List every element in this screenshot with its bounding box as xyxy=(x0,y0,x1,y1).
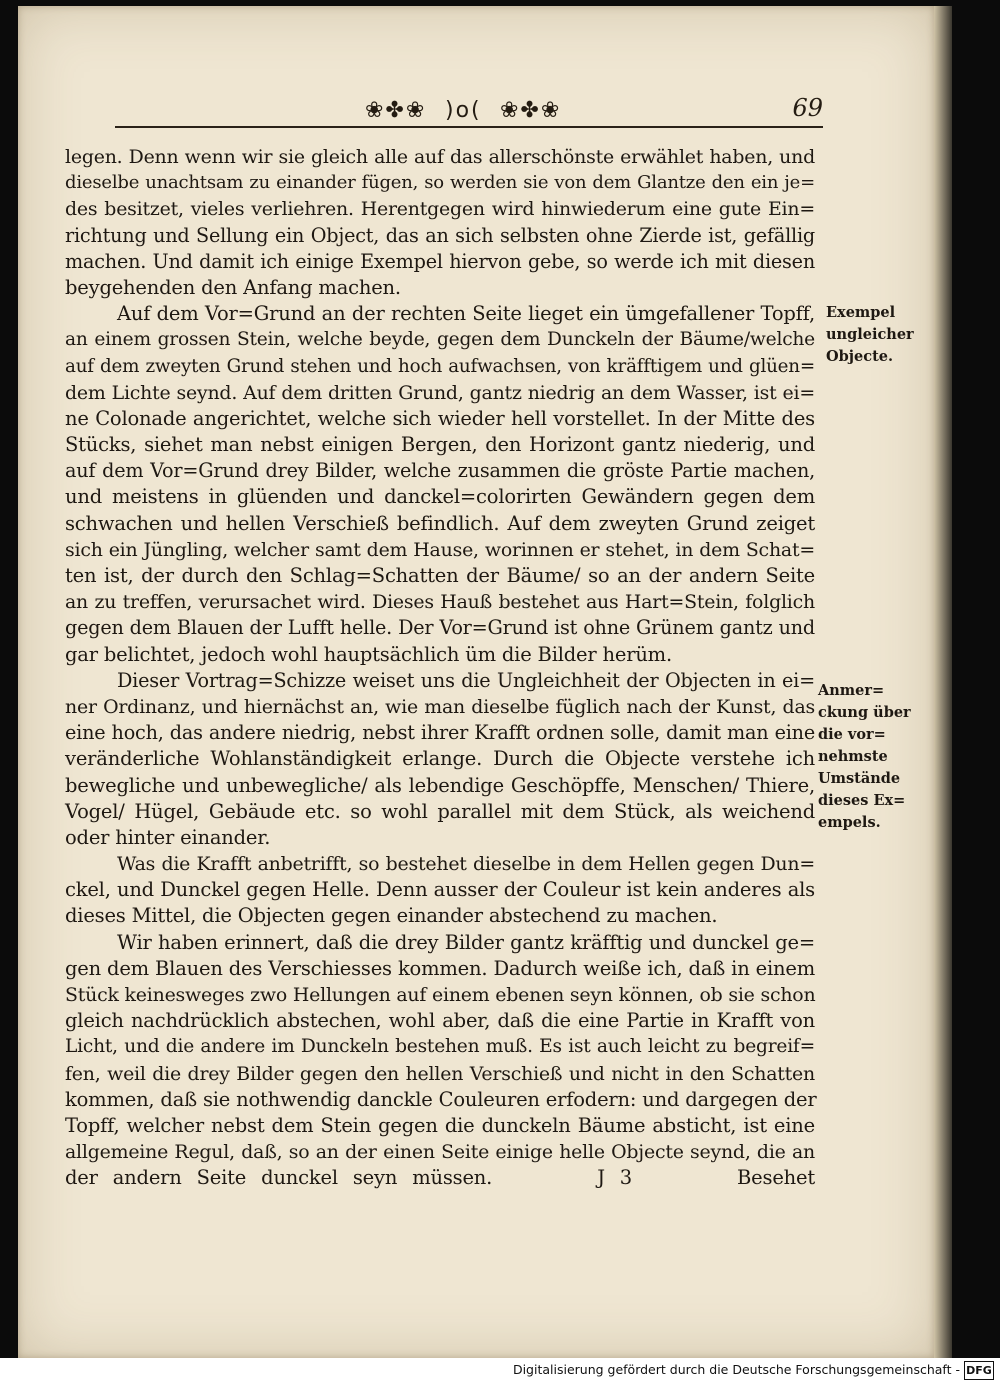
dfg-logo-icon: DFG xyxy=(964,1361,994,1380)
text-line: Dieser Vortrag=Schizze weiset uns die Ungleichheit der Objecten in ei= xyxy=(117,668,815,692)
text-line: allgemeine Regul, daß, so an der einen Seite einige helle Objecte seynd, die an xyxy=(65,1141,815,1164)
text-line: eine hoch, das andere niedrig, nebst ihrer Krafft ordnen solle, damit man eine xyxy=(65,721,815,745)
text-line-catchword: der andern Seite dunckel seyn müssen. J 3 Besehet xyxy=(65,1166,815,1190)
text-line: Stück keinesweges zwo Hellungen auf einem ebenen seyn können, ob sie schon xyxy=(65,984,816,1006)
running-header xyxy=(115,94,823,128)
text-line: an einem grossen Stein, welche beyde, gegen dem Dunckeln der Bäume/welche xyxy=(65,329,815,351)
page-number: 69 xyxy=(792,94,823,122)
ornament-center-icon: )o( xyxy=(445,98,482,123)
margin-note-line: ungleicher xyxy=(826,326,914,343)
text-line: oder hinter einander. xyxy=(65,825,271,849)
text-line: veränderliche Wohlanständigkeit erlange. Durch die Objecte verstehe ich xyxy=(65,747,815,771)
text-line: dieses Mittel, die Objecten gegen einander abstechend zu machen. xyxy=(65,904,718,928)
text-line: dem Lichte seynd. Auf dem dritten Grund, gantz niedrig an dem Wasser, ist ei= xyxy=(65,381,815,404)
footer-bar xyxy=(0,1358,1000,1383)
margin-note-line: Exempel xyxy=(826,304,896,321)
text-line: richtung und Sellung ein Object, das an sich selbsten ohne Zierde ist, gefällig xyxy=(65,223,815,247)
text-line: gleich nachdrücklich abstechen, wohl aber, daß die eine Partie in Krafft von xyxy=(65,1009,815,1033)
margin-note-line: Objecte. xyxy=(826,348,894,365)
text-line: schwachen und hellen Verschieß befindlich. Auf dem zweyten Grund zeiget xyxy=(65,511,815,535)
text-line: ten ist, der durch den Schlag=Schatten der Bäume/ so an der andern Seite xyxy=(65,564,815,587)
text-line: Vogel/ Hügel, Gebäude etc. so wohl parallel mit dem Stück, als weichend xyxy=(65,799,815,823)
text-line: und meistens in glüenden und danckel=colorirten Gewändern gegen dem xyxy=(65,485,815,509)
margin-note-remark xyxy=(818,680,911,834)
text-line: gegen dem Blauen der Lufft helle. Der Vor=Grund ist ohne Grünem gantz und xyxy=(65,616,815,640)
text-line: gen dem Blauen des Verschiesses kommen. Dadurch weiße ich, daß in einem xyxy=(65,956,815,980)
text-line: ner Ordinanz, und hiernächst an, wie man dieselbe füglich nach der Kunst, das xyxy=(65,695,815,718)
margin-note-line: nehmste xyxy=(818,748,888,765)
text-line: gar belichtet, jedoch wohl hauptsächlich üm die Bilder herüm. xyxy=(65,642,672,666)
text-line: Auf dem Vor=Grund an der rechten Seite lieget ein ümgefallener Topff, xyxy=(117,302,815,326)
text-line: fen, weil die drey Bilder gegen den hellen Verschieß und nicht in den Schatten xyxy=(65,1062,815,1085)
text-line: sich ein Jüngling, welcher samt dem Hause, worinnen er stehet, in dem Schat= xyxy=(65,538,815,561)
page-edge xyxy=(934,6,952,1358)
text-line: dieselbe unachtsam zu einander fügen, so werden sie von dem Glantze den ein je= xyxy=(65,172,815,194)
text-line: ne Colonade angerichtet, welche sich wieder hell vorstellet. In der Mitte des xyxy=(65,406,815,430)
margin-note-line: ckung über xyxy=(818,704,911,721)
text-line: bewegliche und unbewegliche/ als lebendige Geschöpffe, Menschen/ Thiere, xyxy=(65,773,815,797)
margin-note-line: Umstände xyxy=(818,770,901,787)
text-line: Stücks, siehet man nebst einigen Bergen, den Horizont gantz niederig, und xyxy=(65,433,815,457)
text-line: des besitzet, vieles verliehren. Herentgegen wird hinwiederum eine gute Ein= xyxy=(65,198,815,221)
text-line: kommen, daß sie nothwendig danckle Couleuren erfodern: und dargegen der xyxy=(65,1087,817,1111)
text-line: auf dem zweyten Grund stehen und hoch aufwachsen, von kräfftigem und glüen= xyxy=(65,355,815,377)
text-line: Topff, welcher nebst dem Stein gegen die dunckeln Bäume absticht, ist eine xyxy=(65,1113,815,1137)
margin-note-line: Anmer= xyxy=(818,682,885,699)
text-line: machen. Und damit ich einige Exempel hiervon gebe, so werde ich mit diesen xyxy=(65,249,815,273)
margin-note-line: empels. xyxy=(818,814,881,831)
ornament-left-icon: ❀✤❀ xyxy=(365,98,427,123)
funding-credit: Digitalisierung gefördert durch die Deutsche Forschungsgemeinschaft - xyxy=(512,1362,960,1377)
text-line: Licht, und die andere im Dunckeln bestehen muß. Es ist auch leicht zu begreif= xyxy=(65,1036,815,1058)
text-line: Was die Krafft anbetrifft, so bestehet dieselbe in dem Hellen gegen Dun= xyxy=(117,853,815,876)
text-line: legen. Denn wenn wir sie gleich alle auf das allerschönste erwählet haben, und xyxy=(65,146,815,168)
text-line: ckel, und Dunckel gegen Helle. Denn ausser der Couleur ist kein anderes als xyxy=(65,878,815,902)
text-line: Wir haben erinnert, daß die drey Bilder gantz kräfftig und dunckel ge= xyxy=(117,930,815,954)
margin-note-example xyxy=(826,302,914,368)
margin-note-line: dieses Ex= xyxy=(818,792,906,809)
text-line: an zu treffen, verursachet wird. Dieses Hauß bestehet aus Hart=Stein, folglich xyxy=(65,591,815,614)
ornament-right-icon: ❀✤❀ xyxy=(500,98,562,123)
text-line: beygehenden den Anfang machen. xyxy=(65,275,401,299)
header-rule xyxy=(115,126,823,128)
margin-note-line: die vor= xyxy=(818,726,886,743)
text-line: auf dem Vor=Grund drey Bilder, welche zusammen die gröste Partie machen, xyxy=(65,459,815,483)
main-text xyxy=(65,144,815,1192)
